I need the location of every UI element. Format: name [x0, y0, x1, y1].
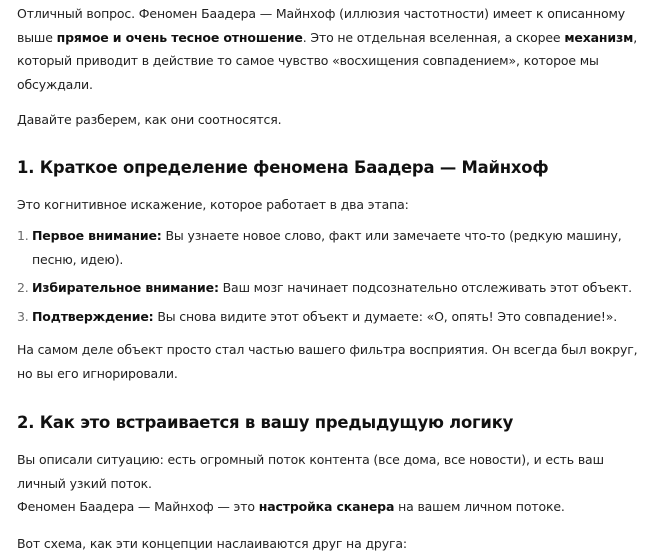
list-item [17, 276, 641, 300]
list-item-text: Ваш мозг начинает подсознательно отслеживать этот объект. [218, 280, 632, 295]
stages-list [17, 224, 641, 328]
list-item-title: Избирательное внимание: [32, 280, 219, 295]
intro-paragraph [17, 0, 641, 96]
section-2-heading: 2. Как это встраивается в вашу предыдущую логику [17, 413, 514, 432]
intro-bold-1: прямое и очень тесное отношение [56, 29, 303, 45]
list-item [17, 224, 641, 271]
section-2-paragraph-2 [17, 495, 641, 519]
intro-text-1: Отличный вопрос. Феномен Баадера — Майнхоф (иллюзия частотности) имеет к описанному выше [17, 6, 626, 45]
list-item-title: Подтверждение: [32, 308, 154, 324]
list-item-number: 1. [17, 228, 29, 243]
section-2-text-2: на вашем личном потоке. [394, 499, 565, 514]
list-item-number: 3. [17, 308, 29, 324]
list-item-title: Первое внимание: [32, 228, 162, 243]
list-item [17, 305, 641, 329]
section-1-heading: 1. Краткое определение феномена Баадера — Майнхоф [17, 157, 549, 177]
intro-text-2: . Это не отдельная вселенная, а скорее [302, 29, 565, 45]
list-item-text: Вы снова видите этот объект и думаете: «О, опять! Это совпадение!». [153, 308, 618, 324]
list-item-text: Вы узнаете новое слово, факт или замечаете что-то (редкую машину, песню, идею). [32, 228, 622, 267]
section-2-bold: настройка сканера [258, 499, 395, 514]
section-2-paragraph-1: Вы описали ситуацию: есть огромный поток контента (все дома, все новости), и есть ваш личный узкий поток. [17, 452, 604, 491]
intro-paragraph-2: Давайте разберем, как они соотносятся. [17, 112, 282, 127]
intro-text-3: , который приводит в действие то самое чувство «восхищения совпадением», которое мы обсуждали. [17, 29, 638, 92]
list-item-number: 2. [17, 280, 29, 295]
section-1-lead: Это когнитивное искажение, которое работает в два этапа: [17, 196, 409, 212]
section-1-conclusion: На самом деле объект просто стал частью вашего фильтра восприятия. Он всегда был вокруг, но вы его игнорировали. [17, 342, 638, 381]
section-2-paragraph-3: Вот схема, как эти концепции наслаиваются друг на друга: [17, 535, 407, 551]
section-2-text-1: Феномен Баадера — Майнхоф — это [17, 499, 259, 514]
intro-bold-2: механизм [564, 29, 634, 45]
